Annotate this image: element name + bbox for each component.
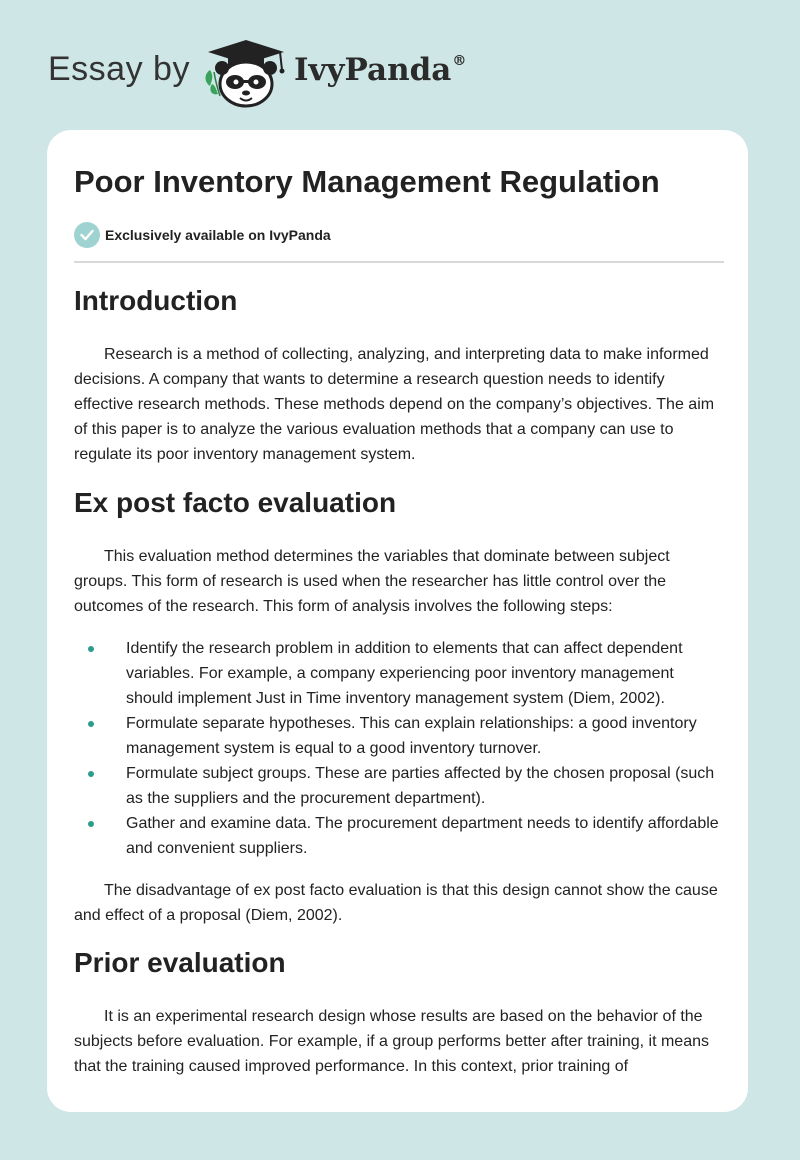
bullet-icon <box>88 721 94 727</box>
section-heading: Ex post facto evaluation <box>74 487 397 518</box>
section-prior-evaluation <box>74 946 724 1079</box>
list-item: Identify the research problem in addition to elements that can affect dependent variables. For example, a company experiencing poor inventory management should implement Just in Time inventory management system (Diem, 2002). <box>74 636 724 711</box>
paragraph: Research is a method of collecting, analyzing, and interpreting data to make informed decisions. A company that wants to determine a research question needs to identify effective research methods. These methods depend on the company’s objectives. The aim of this paper is to analyze the various evaluation methods that a company can use to regulate its poor inventory management system. <box>74 346 715 463</box>
section-introduction <box>74 284 724 467</box>
bullet-icon <box>88 646 94 652</box>
section-ex-post-facto <box>74 486 724 928</box>
title-divider <box>74 261 724 263</box>
steps-list <box>74 636 724 861</box>
exclusive-badge-text: Exclusively available on IvyPanda <box>105 227 331 243</box>
site-header <box>0 0 800 130</box>
panda-logo-icon <box>200 36 292 108</box>
essay-card <box>47 130 748 1112</box>
page-title: Poor Inventory Management Regulation <box>74 164 660 199</box>
paragraph: It is an experimental research design whose results are based on the behavior of the subjects before evaluation. For example, if a group performs better after training, it means that the training caused improved performance. In this context, prior training of <box>74 1008 709 1075</box>
exclusive-badge <box>74 222 331 248</box>
list-item: Gather and examine data. The procurement department needs to identify affordable and convenient suppliers. <box>74 811 724 861</box>
brand-name: IvyPanda® <box>294 52 467 88</box>
essay-by-label: Essay by <box>48 50 190 88</box>
check-icon <box>74 222 100 248</box>
bullet-icon <box>88 821 94 827</box>
paragraph: This evaluation method determines the variables that dominate between subject groups. This form of research is used when the researcher has little control over the outcomes of the research. This form of analysis involves the following steps: <box>74 548 670 615</box>
bullet-icon <box>88 771 94 777</box>
list-item: Formulate separate hypotheses. This can explain relationships: a good inventory management system is equal to a good inventory turnover. <box>74 711 724 761</box>
section-heading: Introduction <box>74 285 238 316</box>
section-heading: Prior evaluation <box>74 947 286 978</box>
paragraph: The disadvantage of ex post facto evaluation is that this design cannot show the cause and effect of a proposal (Diem, 2002). <box>74 882 718 924</box>
list-item: Formulate subject groups. These are parties affected by the chosen proposal (such as the suppliers and the procurement department). <box>74 761 724 811</box>
